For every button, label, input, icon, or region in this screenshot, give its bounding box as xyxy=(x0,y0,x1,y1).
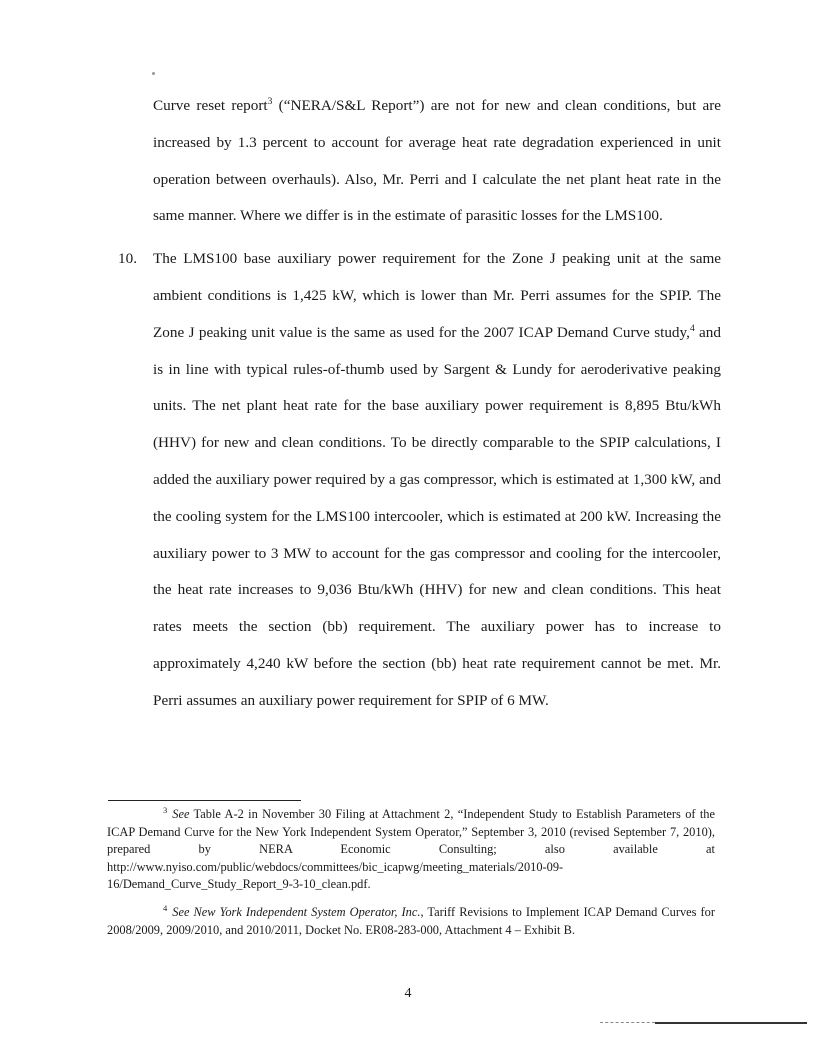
continued-paragraph xyxy=(153,88,721,235)
paragraph-number: 10. xyxy=(118,250,137,268)
scan-edge-mark xyxy=(600,1022,655,1023)
scan-speck xyxy=(152,72,155,75)
page-number: 4 xyxy=(404,986,412,1001)
citation-signal: See xyxy=(172,904,190,919)
footnote-separator xyxy=(108,800,301,801)
scan-edge-line xyxy=(655,1022,807,1024)
numbered-paragraph-10 xyxy=(118,241,721,719)
footnote-text: Table A-2 in November 30 Filing at Attachment 2, “Independent Study to Establish Parameters of the ICAP Demand Curve for the New York Independent System Operator,” September 3, 2010 (revised September 7, 2010), prepared by NERA Economic Consulting; also available at http://www.nyiso.com/public/webdocs/committees/bic_icapwg/meeting_materials/2010-09-16/Demand_Curve_Study_Report_9-3-10_clean.pdf. xyxy=(107,807,715,892)
paragraph-text: and is in line with typical rules-of-thumb used by Sargent & Lundy for aeroderivative peaking units. The net plant heat rate for the base auxiliary power requirement is 8,895 Btu/kWh (HHV) for new and clean conditions. To be directly comparable to the SPIP calculations, I added the auxiliary power required by a gas compressor, which is estimated at 1,300 kW, and the cooling system for the LMS100 intercooler, which is estimated at 200 kW. Increasing the auxiliary power to 3 MW to account for the gas compressor and cooling for the intercooler, the heat rate increases to 9,036 Btu/kWh (HHV) for new and clean conditions. This heat rates meets the section (bb) requirement. The auxiliary power has to increase to approximately 4,240 kW before the section (bb) heat rate requirement cannot be met. Mr. Perri assumes an auxiliary power requirement for SPIP of 6 MW. xyxy=(153,323,721,709)
footnote-text: , Tariff Revisions to Implement ICAP Demand Curves for 2008/2009, 2009/2010, and 2010/2011, Docket No. ER08-283-000, Attachment 4 – Exhibit B. xyxy=(107,904,715,937)
case-name: New York Independent System Operator, Inc. xyxy=(193,904,421,919)
paragraph-text: Curve reset report xyxy=(153,97,268,114)
footnotes xyxy=(107,806,715,949)
paragraph-text: The LMS100 base auxiliary power requirement for the Zone J peaking unit at the same ambient conditions is 1,425 kW, which is lower than Mr. Perri assumes for the SPIP. The Zone J peaking unit value is the same as used for the 2007 ICAP Demand Curve study, xyxy=(153,250,721,341)
footnote-3 xyxy=(107,806,715,894)
footnote-4 xyxy=(107,904,715,939)
citation-signal: See xyxy=(172,807,190,821)
paragraph-text: (“NERA/S&L Report”) are not for new and clean conditions, but are increased by 1.3 percent to account for average heat rate degradation experienced in unit operation between overhauls). Also, Mr. Perri and I calculate the net plant heat rate in the same manner. Where we differ is in the estimate of parasitic losses for the LMS100. xyxy=(153,97,721,225)
footnote-reference-3[interactable]: 3 xyxy=(267,96,273,107)
body-text xyxy=(0,88,816,720)
footnote-number: 3 xyxy=(163,804,168,815)
footnote-reference-4[interactable]: 4 xyxy=(689,323,695,334)
footnote-number: 4 xyxy=(163,902,168,913)
